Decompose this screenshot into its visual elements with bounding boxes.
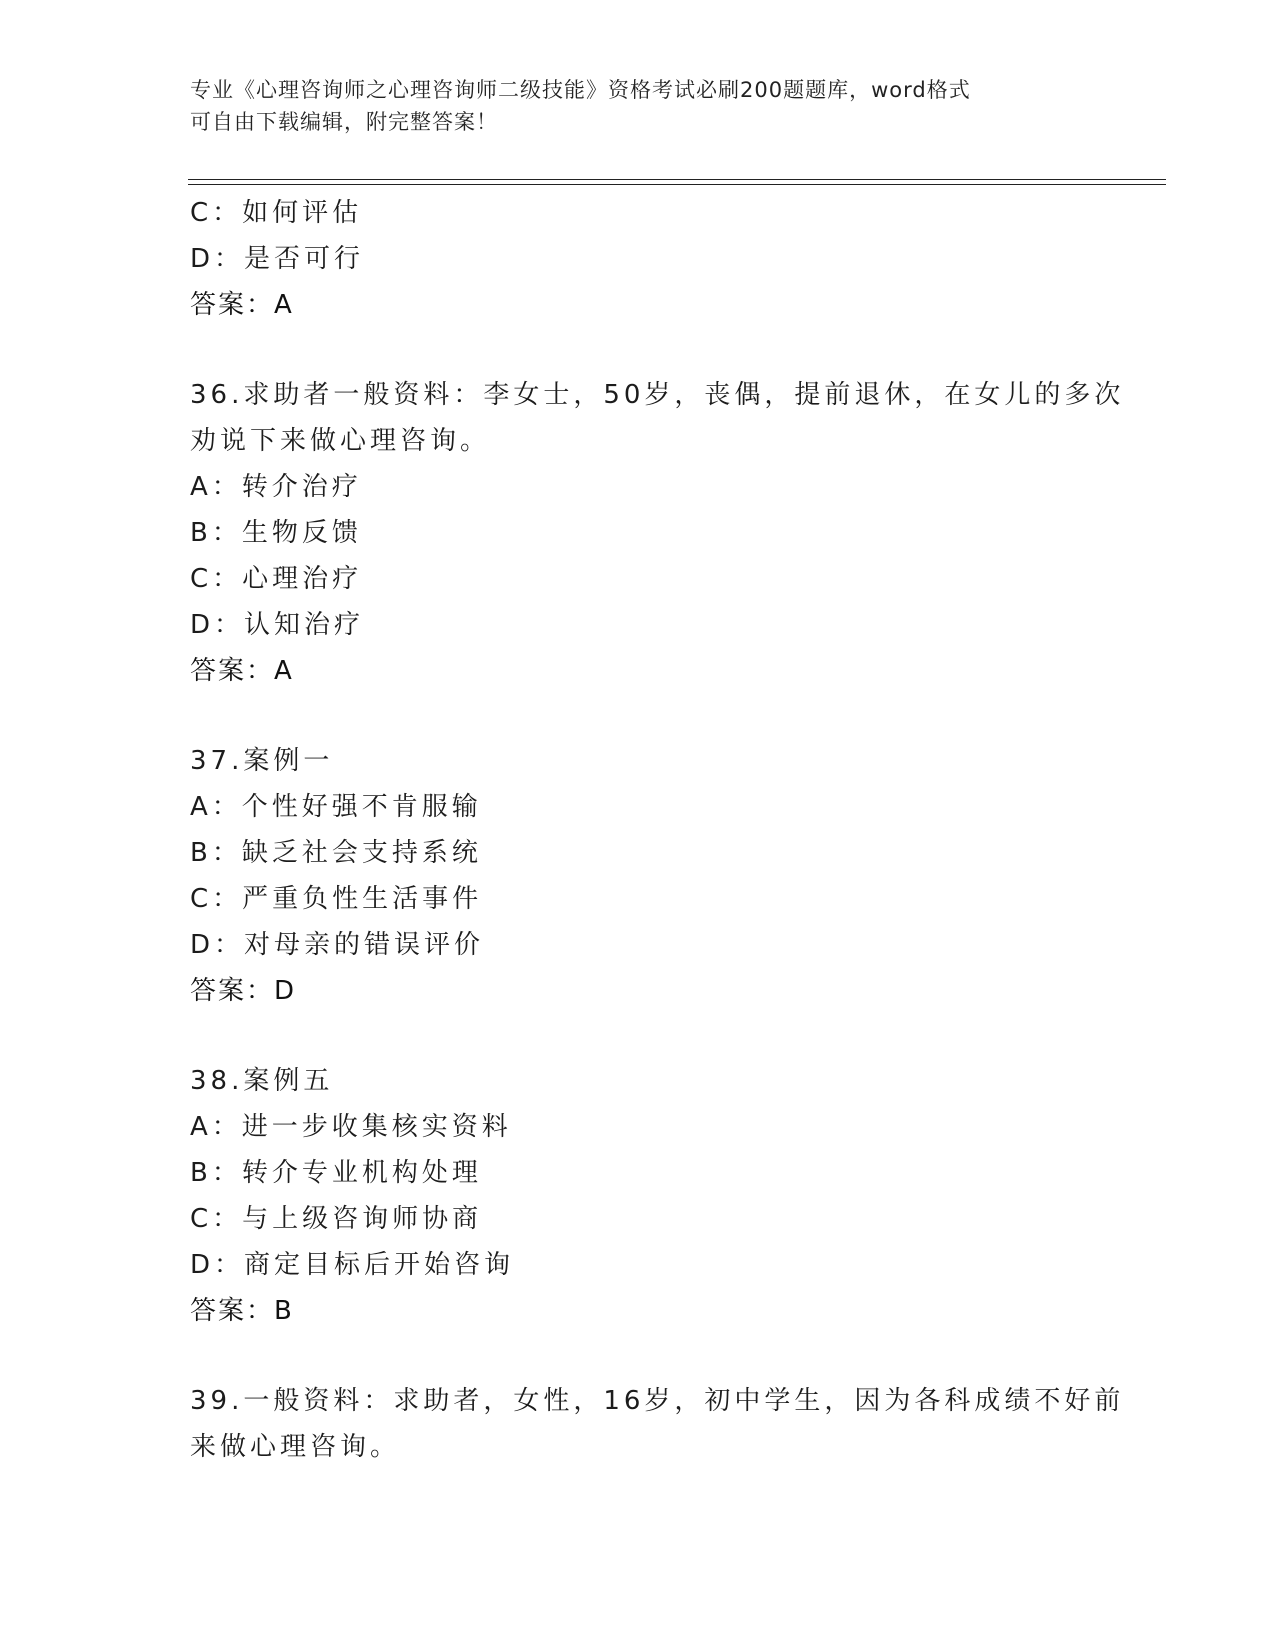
- answer-line: 答案：B: [190, 1296, 294, 1326]
- option-b: B：转介专业机构处理: [190, 1158, 482, 1188]
- option-a: A：进一步收集核实资料: [190, 1112, 512, 1142]
- answer-line: 答案：D: [190, 976, 297, 1006]
- option-b: B：缺乏社会支持系统: [190, 838, 482, 868]
- question-stem: 36.求助者一般资料：李女士，50岁，丧偶，提前退休，在女儿的多次: [190, 380, 1125, 410]
- header-title-line-2: 可自由下载编辑，附完整答案！: [190, 110, 498, 134]
- header-title-line-1: 专业《心理咨询师之心理咨询师二级技能》资格考试必刷200题题库，word格式: [190, 78, 971, 102]
- document-header: [190, 74, 1090, 138]
- option-c: C：与上级咨询师协商: [190, 1204, 483, 1234]
- option-d: D：认知治疗: [190, 610, 365, 640]
- option-a: A：转介治疗: [190, 472, 362, 502]
- header-divider-bottom: [188, 184, 1166, 185]
- option-c: C：如何评估: [190, 198, 363, 228]
- question-36: [190, 372, 1125, 694]
- option-b: B：生物反馈: [190, 518, 362, 548]
- spacer: [190, 1334, 1110, 1378]
- option-a: A：个性好强不肯服输: [190, 792, 482, 822]
- option-d: D：是否可行: [190, 244, 365, 274]
- question-stem: 39.一般资料：求助者，女性，16岁，初中学生，因为各科成绩不好前: [190, 1386, 1125, 1416]
- answer-line: 答案：A: [190, 290, 294, 320]
- question-38: [190, 1058, 1110, 1334]
- question-37: [190, 738, 1110, 1014]
- answer-line: 答案：A: [190, 656, 294, 686]
- option-d: D：商定目标后开始咨询: [190, 1250, 515, 1280]
- question-39: [190, 1378, 1125, 1470]
- question-stem: 38.案例五: [190, 1066, 334, 1096]
- question-stem: 来做心理咨询。: [190, 1432, 401, 1462]
- option-d: D：对母亲的错误评价: [190, 930, 485, 960]
- spacer: [190, 1014, 1110, 1058]
- question-35-continued: [190, 190, 1110, 328]
- question-stem: 37.案例一: [190, 746, 334, 776]
- question-stem: 劝说下来做心理咨询。: [190, 426, 491, 456]
- option-c: C：严重负性生活事件: [190, 884, 483, 914]
- option-c: C：心理治疗: [190, 564, 363, 594]
- question-content: [190, 190, 1125, 1470]
- spacer: [190, 694, 1110, 738]
- spacer: [190, 328, 1110, 372]
- header-divider-top: [188, 179, 1166, 180]
